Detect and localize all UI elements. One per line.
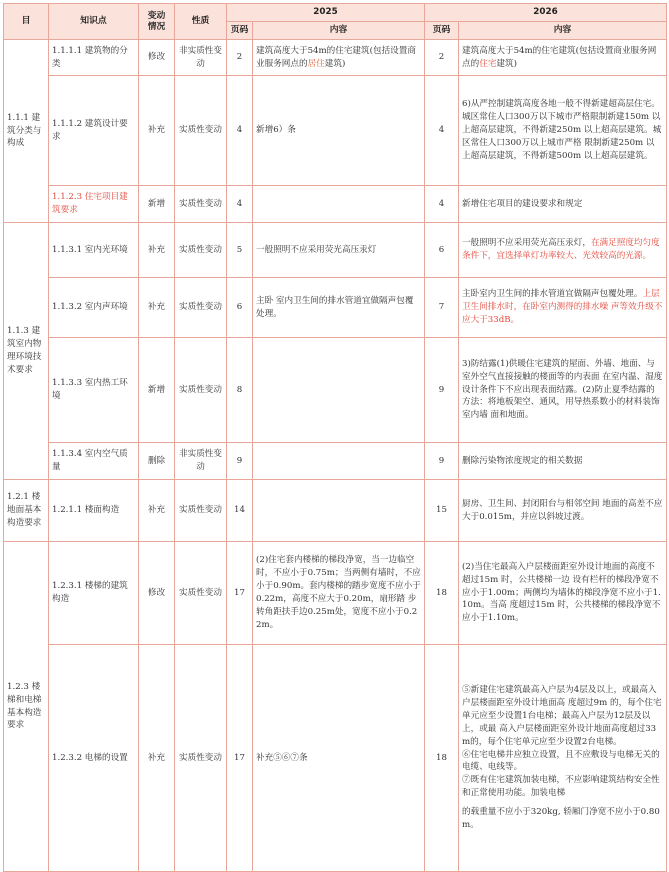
knowledge-point: 1.1.1.2 建筑设计要求 bbox=[49, 76, 139, 186]
knowledge-point: 1.1.1.1 建筑物的分类 bbox=[49, 40, 139, 76]
change-type: 修改 bbox=[139, 40, 175, 76]
header-row-1 bbox=[4, 4, 667, 22]
table-row bbox=[4, 76, 667, 186]
section-label: 1.2.1 楼地面基本构造要求 bbox=[4, 480, 49, 542]
clause-7-cont: 的载重量不应小于320kg, 轿厢门净宽不应小于0.80m。 bbox=[462, 807, 660, 830]
content-2025 bbox=[253, 443, 425, 480]
content-2026: 6)从严控制建筑高度各地一般不得新建超高层住宅。城区常住人口300万以下城市严格限制新建150m 以上超高层建筑，不得新建250m 以上超高层建筑。城区常住人口300万以上城市严格 限制新建250m 以上超高层建筑，不得新建500m 以上超高层建筑。 bbox=[459, 76, 667, 186]
content-2025 bbox=[253, 186, 425, 223]
page-2026: 4 bbox=[425, 76, 459, 186]
nature: 实质性变动 bbox=[175, 645, 227, 872]
content-2025: 建筑高度大于54m的住宅建筑(包括设置商业服务网点的居住建筑) bbox=[253, 40, 425, 76]
nature: 非实质性变动 bbox=[175, 443, 227, 480]
content-2026: (2)当住宅最高入户层楼面距室外设计地面的高度不超过15m 时，公共楼梯一边 设有栏杆的梯段净宽不应小于1.00m；两侧均为墙体的梯段净宽不应小于1.10m。当高 度超过15m 时，公共楼梯的梯段净宽不应小于1.10m。 bbox=[459, 542, 667, 645]
knowledge-point: 1.2.1.1 楼面构造 bbox=[49, 480, 139, 542]
content-2026: 一般照明不应采用荧光高压汞灯，在满足照度均匀度条件下，宜选择单灯功率较大、光效较高的光源。 bbox=[459, 223, 667, 278]
nature: 实质性变动 bbox=[175, 186, 227, 223]
page-2025: 17 bbox=[227, 645, 253, 872]
page-2026: 9 bbox=[425, 443, 459, 480]
table-row bbox=[4, 443, 667, 480]
nature: 实质性变动 bbox=[175, 480, 227, 542]
header-knowledge: 知识点 bbox=[49, 4, 139, 40]
change-type: 补充 bbox=[139, 278, 175, 338]
change-type: 补充 bbox=[139, 480, 175, 542]
changed-text: 在满足照度均匀度条件下，宜选择单灯功率较大、光效较高的光源。 bbox=[462, 238, 660, 261]
content-2025: 新增6）条 bbox=[253, 76, 425, 186]
page-2025: 2 bbox=[227, 40, 253, 76]
content-2025: 一般照明不应采用荧光高压汞灯 bbox=[253, 223, 425, 278]
table-row bbox=[4, 338, 667, 443]
table-row bbox=[4, 223, 667, 278]
change-type: 删除 bbox=[139, 443, 175, 480]
page-2025: 4 bbox=[227, 76, 253, 186]
knowledge-point: 1.1.3.3 室内热工环境 bbox=[49, 338, 139, 443]
knowledge-point: 1.1.2.3 住宅项目建筑要求 bbox=[49, 186, 139, 223]
header-mu: 目 bbox=[4, 4, 49, 40]
nature: 实质性变动 bbox=[175, 542, 227, 645]
header-page-2025: 页码 bbox=[227, 22, 253, 40]
change-type: 补充 bbox=[139, 645, 175, 872]
page-2025: 5 bbox=[227, 223, 253, 278]
page-2026: 6 bbox=[425, 223, 459, 278]
header-content-2026: 内容 bbox=[459, 22, 667, 40]
header-nature: 性质 bbox=[175, 4, 227, 40]
knowledge-point: 1.2.3.1 楼梯的建筑构造 bbox=[49, 542, 139, 645]
change-type: 补充 bbox=[139, 223, 175, 278]
content-2026: 删除污染物浓度规定的相关数据 bbox=[459, 443, 667, 480]
nature: 实质性变动 bbox=[175, 338, 227, 443]
content-2025: 补充⑤⑥⑦条 bbox=[253, 645, 425, 872]
content-2025: (2)住宅套内楼梯的梯段净宽，当一边临空时，不应小于0.75m；当两侧有墙时，不应小于0.90m。套内楼梯的踏步宽度不应小于0.22m，高度不应大于0.20m，扇形踏 步转角距扶手边0.25m处，宽度不应小于0.22m。 bbox=[253, 542, 425, 645]
content-2026: 3)防结露(1)供暖住宅建筑的屋面、外墙、地面、与室外空气直接接触的楼面等的内表面 在室内温、湿度设计条件下不应出现表面结露。(2)防止夏季结露的方法：将地板架空、通风，用导热系数小的材料装饰室内墙 面和地面。 bbox=[459, 338, 667, 443]
table-row bbox=[4, 645, 667, 872]
changed-text: 住宅 bbox=[479, 58, 497, 69]
page-2026: 2 bbox=[425, 40, 459, 76]
header-2025: 2025 bbox=[227, 4, 425, 22]
clause-6: ⑥住宅电梯井应独立设置，且不应敷设与电梯无关的电缆、电线等。 bbox=[462, 749, 660, 773]
header-page-2026: 页码 bbox=[425, 22, 459, 40]
content-2026: 建筑高度大于54m的住宅建筑(包括设置商业服务网点的住宅建筑) bbox=[459, 40, 667, 76]
nature: 实质性变动 bbox=[175, 278, 227, 338]
clause-5: ⑤新建住宅建筑最高入户层为4层及以上，或最高入户层楼面距室外设计地面高 度超过9m 的，每个住宅单元应至少设置1台电梯；最高入户层为12层及以上，或最 高入户层楼面距室外设计地面高度超过33m的，每个住宅单元应至少设置2台电梯。 bbox=[462, 685, 662, 747]
content-2026: 厨房、卫生间、封闭阳台与相邻空间 地面的高差不应大于0.015m，并应以斜坡过渡。 bbox=[459, 480, 667, 542]
section-label: 1.1.1 建筑分类与构成 bbox=[4, 40, 49, 223]
header-2026: 2026 bbox=[425, 4, 667, 22]
page-2025: 14 bbox=[227, 480, 253, 542]
table-row bbox=[4, 40, 667, 76]
content-2026: 主卧室内卫生间的排水管道宜做隔声包覆处理。上层卫生间排水时，在卧室内测得的排水噪 声等效升级不应大于33dB。 bbox=[459, 278, 667, 338]
page-2026: 18 bbox=[425, 645, 459, 872]
clause-7: ⑦既有住宅建筑加装电梯，不应影响建筑结构安全性和正常使用功能。加装电梯 bbox=[462, 775, 660, 799]
nature: 非实质性变动 bbox=[175, 40, 227, 76]
change-type: 补充 bbox=[139, 76, 175, 186]
table-row bbox=[4, 186, 667, 223]
section-label: 1.1.3 建筑室内物理环境技术要求 bbox=[4, 223, 49, 480]
content-2026 bbox=[459, 645, 667, 872]
change-type: 修改 bbox=[139, 542, 175, 645]
knowledge-point: 1.1.3.4 室内空气质量 bbox=[49, 443, 139, 480]
header-content-2025: 内容 bbox=[253, 22, 425, 40]
page-2025: 4 bbox=[227, 186, 253, 223]
page-2025: 17 bbox=[227, 542, 253, 645]
page-2026: 4 bbox=[425, 186, 459, 223]
page-2025: 8 bbox=[227, 338, 253, 443]
knowledge-point: 1.1.3.2 室内声环境 bbox=[49, 278, 139, 338]
knowledge-point: 1.1.3.1 室内光环境 bbox=[49, 223, 139, 278]
change-type: 新增 bbox=[139, 186, 175, 223]
change-type: 新增 bbox=[139, 338, 175, 443]
changed-text: 上层卫生间排水时，在卧室内测得的排水噪 声等效升级不应大于33dB。 bbox=[462, 289, 663, 325]
page-2025: 9 bbox=[227, 443, 253, 480]
knowledge-point: 1.2.3.2 电梯的设置 bbox=[49, 645, 139, 872]
table-row bbox=[4, 480, 667, 542]
page-2026: 7 bbox=[425, 278, 459, 338]
content-2025 bbox=[253, 480, 425, 542]
table-row bbox=[4, 278, 667, 338]
nature: 实质性变动 bbox=[175, 223, 227, 278]
nature: 实质性变动 bbox=[175, 76, 227, 186]
page-2026: 9 bbox=[425, 338, 459, 443]
header-change: 变动 情况 bbox=[139, 4, 175, 40]
content-2025: 主卧 室内卫生间的排水管道宜做隔声包覆处理。 bbox=[253, 278, 425, 338]
section-label: 1.2.3 楼梯和电梯基本构造要求 bbox=[4, 542, 49, 872]
page-2026: 18 bbox=[425, 542, 459, 645]
content-2026: 新增住宅项目的建设要求和规定 bbox=[459, 186, 667, 223]
page-2025: 6 bbox=[227, 278, 253, 338]
page-2026: 15 bbox=[425, 480, 459, 542]
comparison-table bbox=[3, 3, 667, 872]
changed-text: 居住 bbox=[307, 58, 325, 69]
table-row bbox=[4, 542, 667, 645]
content-2025 bbox=[253, 338, 425, 443]
